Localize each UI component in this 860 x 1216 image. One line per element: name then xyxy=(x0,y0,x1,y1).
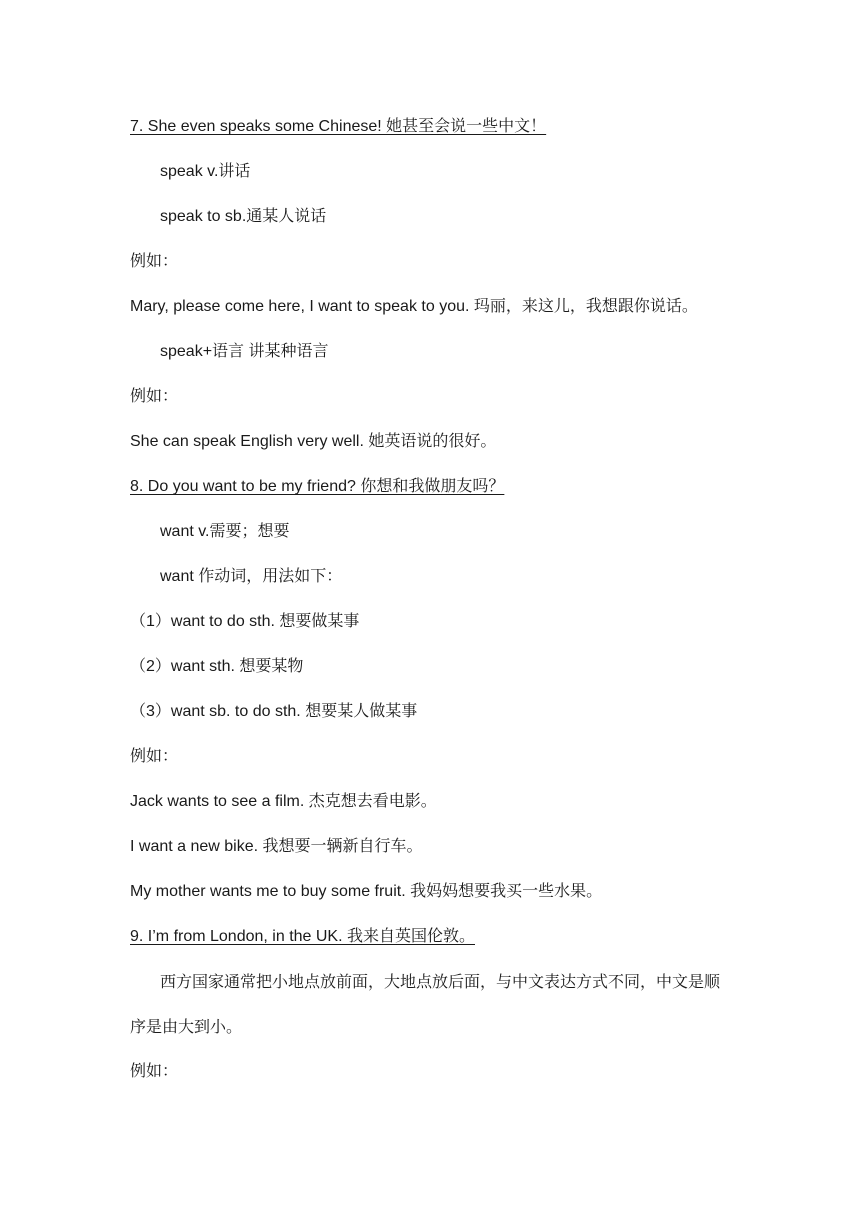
explanation-paragraph: 西方国家通常把小地点放前面，大地点放后面，与中文表达方式不同，中文是顺序是由大到小。 xyxy=(130,974,721,1036)
example-label: 例如： xyxy=(130,1063,179,1080)
example-label: 例如： xyxy=(130,253,179,270)
heading-item-7: 7. She even speaks some Chinese! 她甚至会说一些中文！ xyxy=(130,118,547,135)
example-sentence: She can speak English very well. 她英语说的很好。 xyxy=(130,433,497,450)
usage-line: speak+语言 讲某种语言 xyxy=(160,343,329,360)
heading-item-9: 9. I’m from London, in the UK. 我来自英国伦敦。 xyxy=(130,928,475,945)
usage-item: （3）want sb. to do sth. 想要某人做某事 xyxy=(130,703,418,720)
definition-line: want v.需要；想要 xyxy=(160,523,290,540)
usage-item: （2）want sth. 想要某物 xyxy=(130,658,304,675)
usage-item: （1）want to do sth. 想要做某事 xyxy=(130,613,360,630)
example-label: 例如： xyxy=(130,748,179,765)
example-sentence: I want a new bike. 我想要一辆新自行车。 xyxy=(130,838,423,855)
example-sentence: Jack wants to see a film. 杰克想去看电影。 xyxy=(130,793,437,810)
example-label: 例如： xyxy=(130,388,179,405)
usage-intro-line: want 作动词，用法如下： xyxy=(160,568,343,585)
definition-line: speak v.讲话 xyxy=(160,163,251,180)
heading-item-8: 8. Do you want to be my friend? 你想和我做朋友吗？ xyxy=(130,478,505,495)
example-sentence: Mary, please come here, I want to speak to you. 玛丽，来这儿，我想跟你说话。 xyxy=(130,298,698,315)
usage-line: speak to sb.通某人说话 xyxy=(160,208,327,225)
example-sentence: My mother wants me to buy some fruit. 我妈妈想要我买一些水果。 xyxy=(130,883,603,900)
